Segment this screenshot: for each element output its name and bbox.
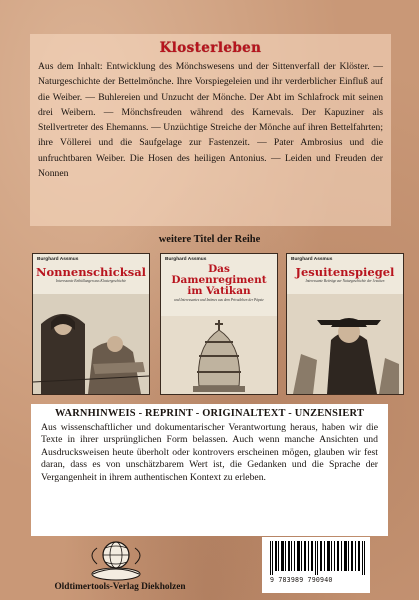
book-author: Burghard Assmus [165,257,207,262]
book-author: Burghard Assmus [37,257,79,262]
barcode-digits: 9 783989 790940 [270,576,333,584]
book-cover-subtitle: Interessante Beiträge zur Naturgeschichte der Jesuiten [305,279,385,284]
papal-tiara-illustration [161,316,277,394]
book-cover-title: Das Damenregiment im Vatikan [171,263,267,298]
globe-book-icon [85,538,147,582]
book-cover-subtitle: Interessante Enthüllungen aus Klostergeschichte [55,279,127,284]
isbn-barcode [262,537,370,593]
book-cover-damenregiment[interactable] [160,253,278,395]
book-author: Burghard Assmus [291,257,333,262]
nun-illustration [33,294,149,394]
book-cover-subtitle: und Interessantes und Intimes aus dem Privatleben der Päpste [174,298,264,303]
book-cover-title: Nonnenschicksal [35,265,147,279]
description-panel [30,34,391,226]
content-blurb: Aus dem Inhalt: Entwicklung des Mönchswesens und der Sittenverfall der Klöster. — Naturgeschichte der Bettelmönche. Ihre Vorspiegeleien und ihr verderblicher Einfluß auf die Weiber. — Buhlereien und Unzucht der Mönche. Der Abt im Schlafrock mit seinen drei Weibern. — Mönchsfreuden während des Karnevals. Der Kapuziner als Stellvertreter des Ehemanns. — Unzüchtige Streiche der Mönche auf ihren Bettelfahrten; ihre Völlerei und die Saufgelage zur Fastenzeit. — Pater Ambrosius und die unfruchtbaren Weiber. Die Hosen des heiligen Antonius. — Leiden und Freuden der Nonnen [38,61,383,180]
publisher-name: Oldtimertools-Verlag Diekholzen [54,582,186,592]
book-title: Klosterleben [159,40,262,56]
jesuit-illustration [287,294,403,394]
warning-title: WARNHINWEIS - REPRINT - ORIGINALTEXT - UNZENSIERT [55,408,364,419]
series-heading: weitere Titel der Reihe [158,234,261,245]
warning-box [31,404,388,536]
book-cover-nonnenschicksal[interactable] [32,253,150,395]
barcode-bars [270,541,366,575]
book-cover-jesuitenspiegel[interactable] [286,253,404,395]
warning-text: Aus wissenschaftlicher und dokumentarischer Verantwortung heraus, haben wir die Texte in ihrer ursprünglichen Form belassen. Auch wenn manche Ansichten und Ausdrucksweisen heute überholt oder kontrovers erscheinen mögen, glauben wir fest daran, dass es von unschätzbarem Wert ist, die Gedanken und die Sprache der Vergangenheit in ihrem authentischen Kontext zu erleben. [41,422,378,483]
book-cover-title: Jesuitenspiegel [295,265,395,279]
